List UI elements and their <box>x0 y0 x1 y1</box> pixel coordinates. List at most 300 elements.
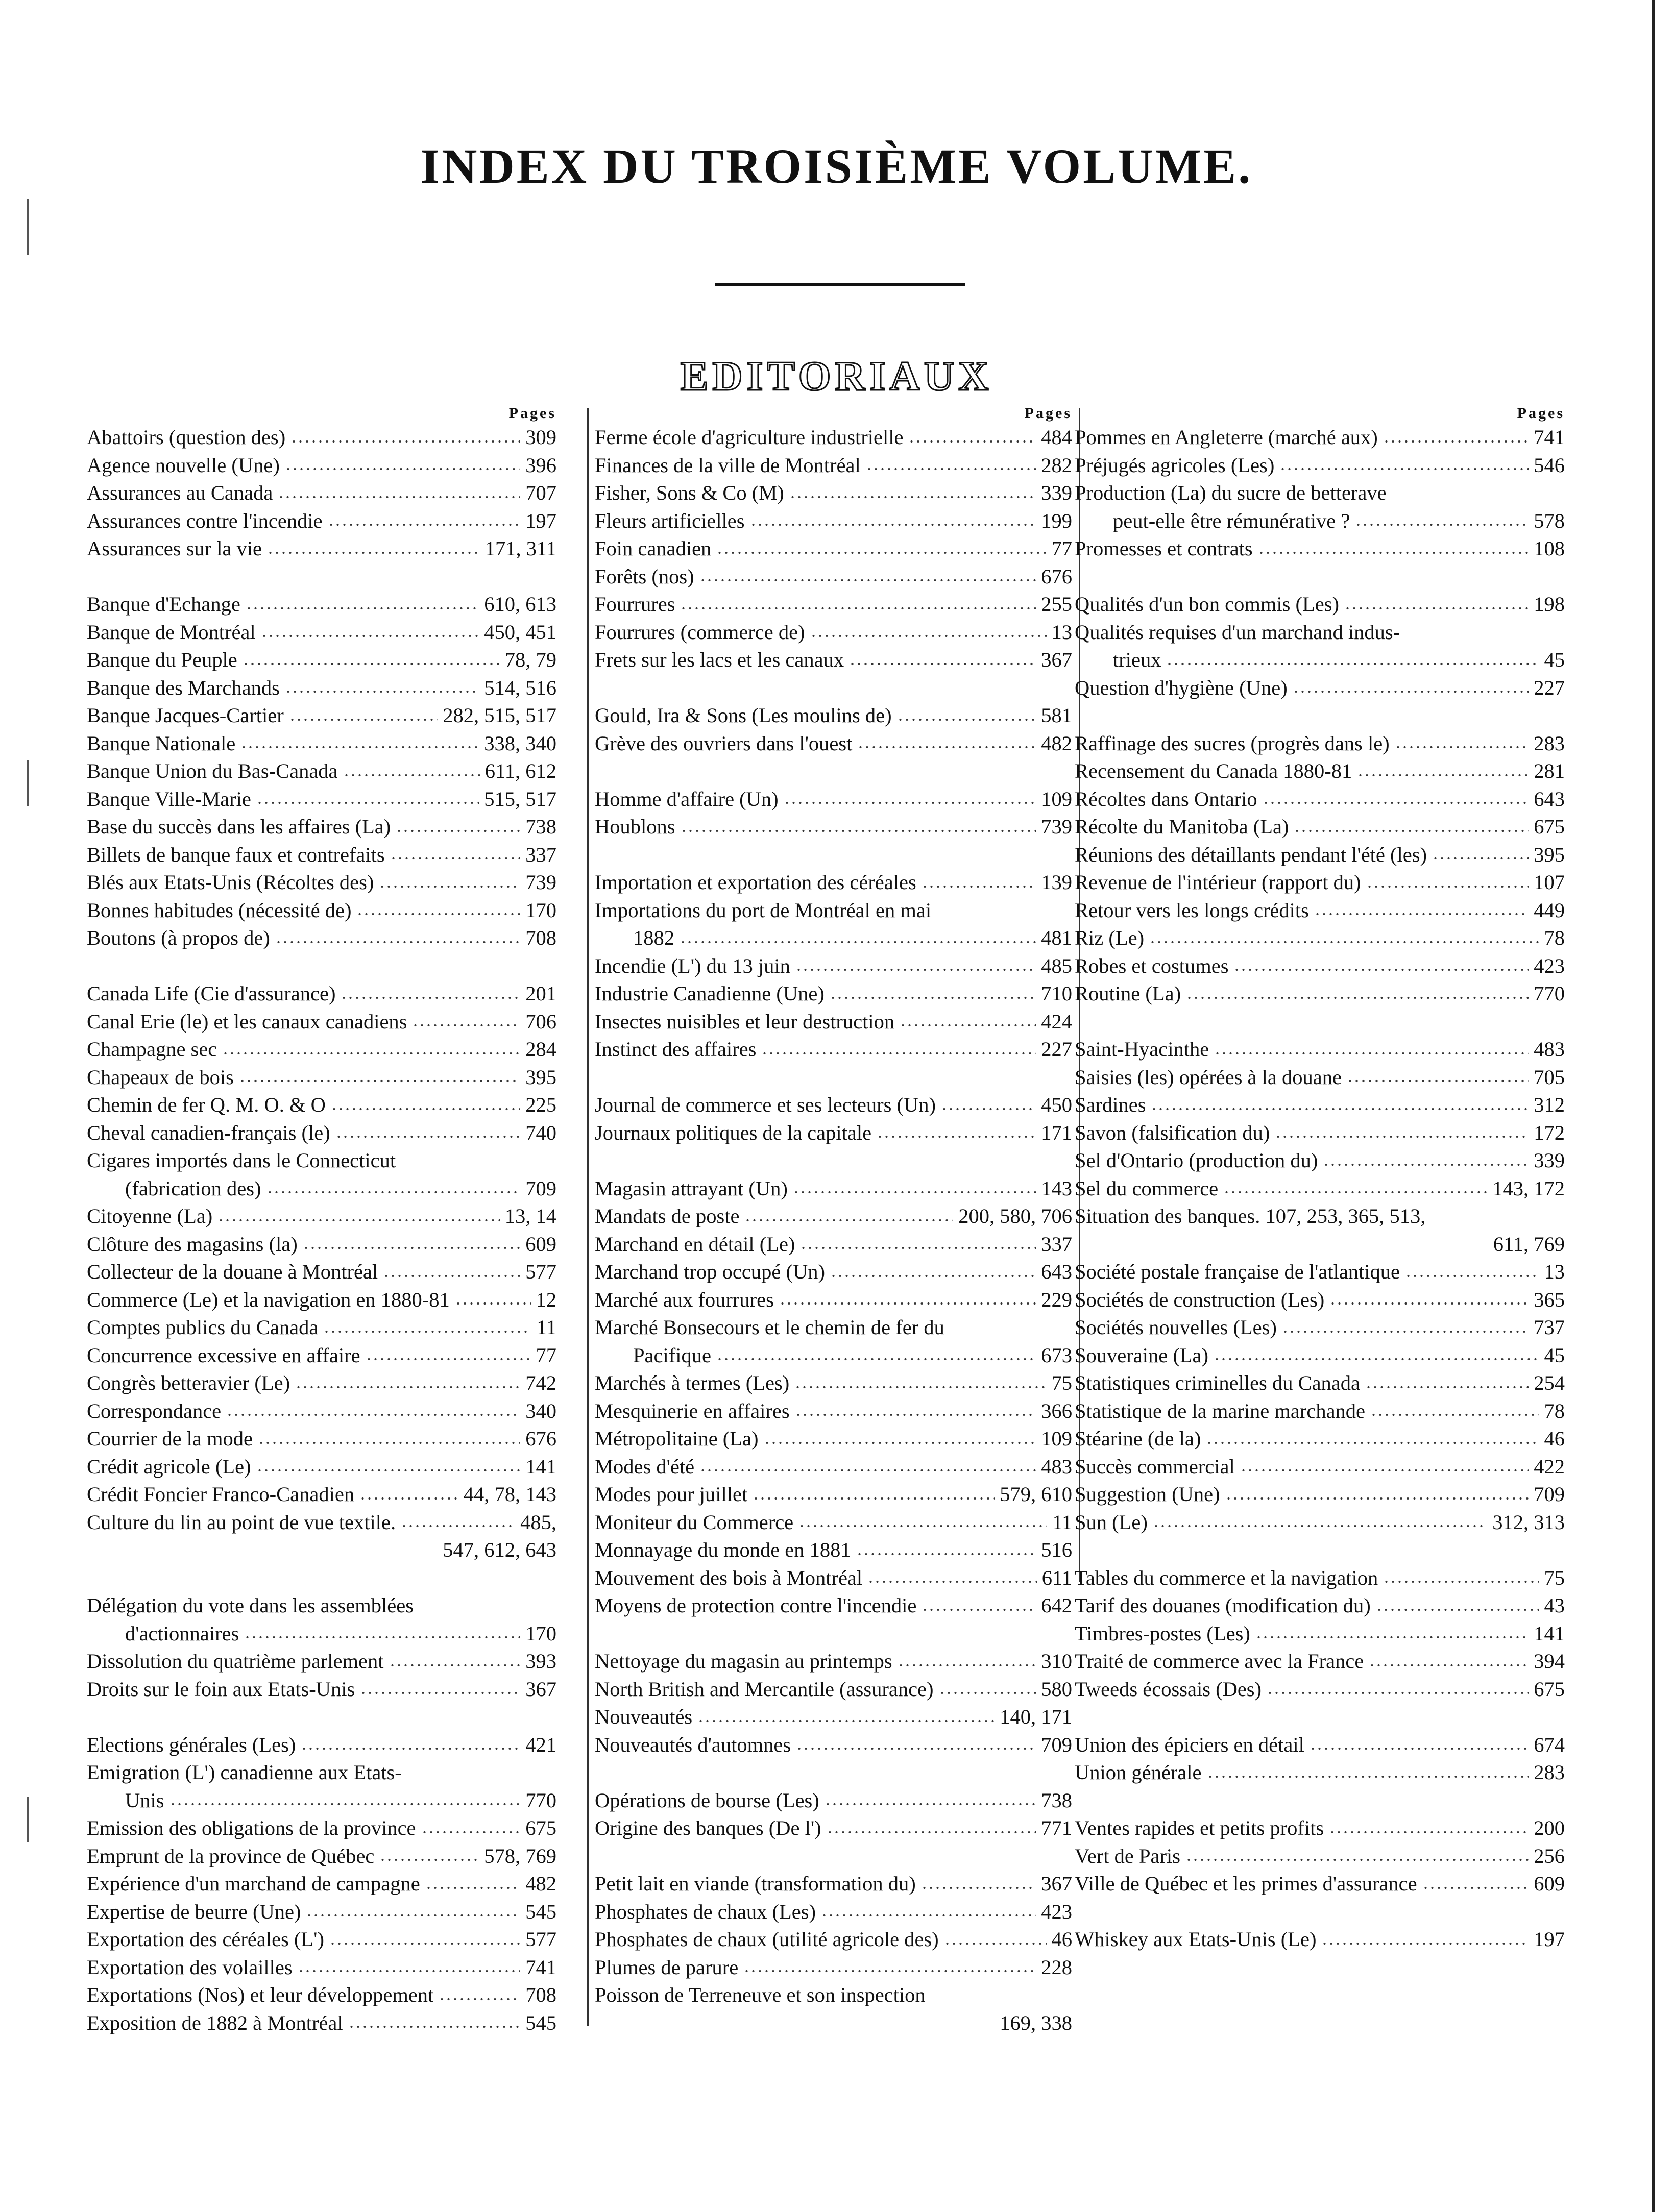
entry-title: Métropolitaine (La) <box>595 1427 759 1450</box>
entry-continuation: d'actionnaires <box>125 1621 239 1645</box>
index-entry <box>595 1870 1072 1898</box>
entry-pages-continued: 169, 338 <box>1000 2011 1072 2034</box>
entry-pages: 709 <box>525 1176 556 1200</box>
leader-dots <box>226 1412 520 1418</box>
entry-title: Homme d'affaire (Un) <box>595 787 779 810</box>
entry-pages: 676 <box>525 1427 556 1450</box>
leader-dots <box>298 1968 521 1974</box>
entry-title: Pommes en Angleterre (marché aux) <box>1075 426 1378 449</box>
entry-pages: 611, 612 <box>484 759 556 782</box>
leader-dots <box>716 1356 1036 1362</box>
pages-header: Pages <box>508 405 556 422</box>
index-entry <box>87 1258 556 1286</box>
leader-dots <box>1329 1829 1529 1835</box>
index-entry <box>595 980 1072 1008</box>
leader-dots <box>1347 1078 1529 1084</box>
entry-title: Sel du commerce <box>1075 1176 1219 1200</box>
title-rule <box>715 283 965 286</box>
entry-title: Banque du Peuple <box>87 648 237 671</box>
leader-dots <box>335 1134 521 1140</box>
entry-title: Phosphates de chaux (Les) <box>595 1900 816 1923</box>
index-entry <box>87 1202 556 1231</box>
index-entry <box>595 1592 1072 1620</box>
index-entry <box>1075 1342 1565 1370</box>
entry-pages: 609 <box>1534 1872 1565 1895</box>
index-entry <box>87 1008 556 1036</box>
entry-pages: 395 <box>1534 843 1565 866</box>
leader-dots <box>455 1300 531 1307</box>
leader-dots <box>898 1662 1036 1668</box>
leader-dots <box>366 1356 531 1362</box>
entry-pages: 482 <box>525 1872 556 1895</box>
index-entry <box>87 424 556 452</box>
index-entry <box>87 1369 556 1397</box>
leader-dots <box>857 744 1036 750</box>
group-spacer <box>595 674 1072 702</box>
leader-dots <box>246 605 479 611</box>
entry-pages: 367 <box>1041 1872 1072 1895</box>
entry-pages: 75 <box>1544 1566 1565 1589</box>
entry-title: Qualités requises d'un marchand indus- <box>1075 620 1400 644</box>
entry-pages: 337 <box>1041 1232 1072 1256</box>
leader-dots <box>1422 1885 1529 1891</box>
entry-pages: 255 <box>1041 593 1072 616</box>
entry-pages: 577 <box>525 1260 556 1283</box>
entry-title: Sun (Le) <box>1075 1510 1148 1534</box>
entry-title: Revenue de l'intérieur (rapport du) <box>1075 871 1361 894</box>
index-entry <box>595 1397 1072 1425</box>
entry-pages: 199 <box>1041 509 1072 532</box>
index-entry-continued <box>1075 507 1565 535</box>
entry-title: Assurances contre l'incendie <box>87 509 323 532</box>
entry-pages: 44, 78, 143 <box>463 1483 556 1506</box>
leader-dots <box>396 828 520 834</box>
entry-title: Elections générales (Les) <box>87 1733 296 1756</box>
index-entry <box>1075 1842 1565 1871</box>
leader-dots <box>897 717 1036 723</box>
entry-pages: 450 <box>1041 1093 1072 1116</box>
leader-dots <box>1405 1273 1539 1279</box>
leader-dots <box>329 1940 520 1947</box>
index-entry <box>87 924 556 952</box>
leader-dots <box>1365 1384 1529 1390</box>
leader-dots <box>1207 1774 1529 1780</box>
index-entry-continued <box>87 1175 556 1203</box>
index-entry <box>595 1175 1072 1203</box>
entry-pages: 171, 311 <box>484 537 556 560</box>
leader-dots <box>764 1440 1036 1446</box>
index-entry <box>1075 1064 1565 1092</box>
leader-dots <box>1344 605 1529 611</box>
entry-title: Forêts (nos) <box>595 564 694 588</box>
entry-pages: 423 <box>1534 954 1565 977</box>
leader-dots <box>266 1189 521 1195</box>
leader-dots <box>1355 522 1529 528</box>
group-spacer <box>595 1759 1072 1787</box>
entry-pages: 365 <box>1534 1288 1565 1311</box>
entry-title: North British and Mercantile (assurance) <box>595 1677 934 1701</box>
index-entry <box>1075 1648 1565 1676</box>
entry-title: Union des épiciers en détail <box>1075 1733 1304 1756</box>
page-edge <box>1652 0 1655 2212</box>
entry-title: Savon (falsification du) <box>1075 1121 1270 1144</box>
entry-pages: 338, 340 <box>484 731 556 755</box>
index-entry <box>595 1286 1072 1314</box>
index-entry <box>87 1397 556 1425</box>
entry-pages: 609 <box>525 1232 556 1256</box>
leader-dots <box>169 1801 521 1807</box>
index-entry <box>595 452 1072 480</box>
index-entry <box>595 1258 1072 1286</box>
entry-title: Banque de Montréal <box>87 620 256 644</box>
entry-pages-continued: 547, 612, 643 <box>443 1538 556 1561</box>
index-entry <box>595 1453 1072 1481</box>
index-entry <box>1075 1676 1565 1704</box>
index-entry <box>87 646 556 674</box>
index-entry <box>87 535 556 563</box>
leader-dots <box>425 1885 521 1891</box>
entry-pages: 396 <box>525 453 556 477</box>
entry-title: Vert de Paris <box>1075 1844 1180 1867</box>
leader-dots <box>401 1523 515 1529</box>
leader-dots <box>1293 689 1529 695</box>
leader-dots <box>793 1189 1036 1195</box>
index-entry <box>595 1369 1072 1397</box>
index-entry <box>87 1759 556 1787</box>
entry-pages: 143 <box>1041 1176 1072 1200</box>
entry-title: Tweeds écossais (Des) <box>1075 1677 1262 1701</box>
entry-title: Délégation du vote dans les assemblées <box>87 1594 414 1617</box>
entry-title: Saint-Hyacinthe <box>1075 1038 1209 1061</box>
leader-dots <box>944 1940 1047 1947</box>
leader-dots <box>348 2024 521 2030</box>
entry-title: Souveraine (La) <box>1075 1343 1209 1367</box>
leader-dots <box>1151 1106 1529 1112</box>
leader-dots <box>1376 1607 1539 1613</box>
index-entry <box>87 1814 556 1842</box>
index-entry <box>87 1064 556 1092</box>
leader-dots <box>866 466 1036 472</box>
entry-title: Comptes publics du Canada <box>87 1316 319 1339</box>
entry-pages: 228 <box>1041 1955 1072 1979</box>
leader-dots <box>922 1607 1036 1613</box>
entry-pages: 312 <box>1534 1093 1565 1116</box>
index-entry <box>595 1954 1072 1982</box>
index-entry <box>87 2009 556 2037</box>
index-entry <box>1075 452 1565 480</box>
entry-title: Billets de banque faux et contrefaits <box>87 843 385 866</box>
entry-pages: 579, 610 <box>1000 1483 1072 1506</box>
entry-continuation: trieux <box>1113 648 1161 671</box>
entry-pages: 516 <box>1041 1538 1072 1561</box>
entry-title: Stéarine (de la) <box>1075 1427 1201 1450</box>
index-entry <box>87 1481 556 1509</box>
index-entry <box>87 1981 556 2009</box>
entry-title: Instinct des affaires <box>595 1038 757 1061</box>
leader-dots <box>825 1801 1036 1807</box>
group-spacer <box>595 1147 1072 1175</box>
entry-pages-continued: 611, 769 <box>1493 1232 1565 1256</box>
entry-pages: 46 <box>1051 1928 1072 1951</box>
entry-title: Droits sur le foin aux Etats-Unis <box>87 1677 355 1701</box>
entry-title: Banque Jacques-Cartier <box>87 704 284 727</box>
index-entry <box>595 1481 1072 1509</box>
index-entry <box>1075 424 1565 452</box>
entry-pages: 705 <box>1534 1065 1565 1089</box>
entry-pages: 367 <box>525 1677 556 1701</box>
leader-dots <box>360 1690 520 1696</box>
entry-pages: 13 <box>1544 1260 1565 1283</box>
entry-pages: 283 <box>1534 1761 1565 1784</box>
entry-pages: 741 <box>1534 426 1565 449</box>
leader-dots <box>699 1467 1036 1473</box>
index-entry <box>595 1509 1072 1537</box>
entry-pages: 256 <box>1534 1844 1565 1867</box>
entry-title: Moyens de protection contre l'incendie <box>595 1594 917 1617</box>
leader-dots <box>1214 1050 1529 1056</box>
entry-title: Sociétés de construction (Les) <box>1075 1288 1325 1311</box>
entry-pages: 282, 515, 517 <box>443 704 556 727</box>
leader-dots <box>856 1551 1036 1557</box>
entry-title: Marchés à termes (Les) <box>595 1371 790 1394</box>
index-entry <box>87 1119 556 1147</box>
entry-title: Journaux politiques de la capitale <box>595 1121 872 1144</box>
entry-pages: 254 <box>1534 1371 1565 1394</box>
entry-title: Statistiques criminelles du Canada <box>1075 1371 1361 1394</box>
index-entry <box>87 1036 556 1064</box>
leader-dots <box>303 1245 520 1251</box>
entry-title: Collecteur de la douane à Montréal <box>87 1260 378 1283</box>
index-entry <box>595 1564 1072 1592</box>
index-entry <box>1075 1314 1565 1342</box>
index-entry <box>1075 1481 1565 1509</box>
entry-title: Monnayage du monde en 1881 <box>595 1538 851 1561</box>
entry-pages: 770 <box>1534 982 1565 1005</box>
leader-dots <box>761 1050 1036 1056</box>
entry-pages: 642 <box>1041 1594 1072 1617</box>
leader-dots <box>1240 1467 1529 1473</box>
entry-pages: 706 <box>525 1010 556 1033</box>
section-title: EDITORIAUX <box>680 353 993 399</box>
index-entry <box>87 591 556 619</box>
entry-title: Emission des obligations de la province <box>87 1816 416 1839</box>
entry-title: Chemin de fer Q. M. O. & O <box>87 1093 326 1116</box>
entry-pages: 738 <box>525 815 556 838</box>
index-entry <box>595 785 1072 814</box>
leader-dots <box>1255 1634 1529 1640</box>
entry-title: Boutons (à propos de) <box>87 926 270 949</box>
index-entry <box>595 1091 1072 1119</box>
index-entry <box>87 1954 556 1982</box>
index-entry <box>1075 1564 1565 1592</box>
leader-dots <box>1314 911 1529 917</box>
leader-dots <box>256 1467 521 1473</box>
index-entry <box>87 1509 556 1537</box>
entry-title: Courrier de la mode <box>87 1427 253 1450</box>
leader-dots <box>789 494 1036 500</box>
leader-dots <box>1206 1440 1539 1446</box>
entry-pages: 109 <box>1041 787 1072 810</box>
index-entry <box>1075 1814 1565 1842</box>
index-entry <box>1075 1397 1565 1425</box>
entry-pages: 77 <box>1051 537 1072 560</box>
entry-pages: 78, 79 <box>504 648 556 671</box>
index-column-1 <box>87 403 556 2037</box>
index-entries <box>1075 424 1565 1954</box>
entry-title: Banque des Marchands <box>87 676 280 699</box>
leader-dots <box>1225 1495 1529 1502</box>
entry-title: Mesquinerie en affaires <box>595 1399 790 1422</box>
index-entry <box>1075 841 1565 869</box>
leader-dots <box>1321 1940 1529 1947</box>
index-entry <box>595 535 1072 563</box>
entry-pages: 424 <box>1041 1010 1072 1033</box>
index-entry <box>87 1231 556 1259</box>
index-entry <box>595 702 1072 730</box>
margin-mark <box>27 199 29 255</box>
entry-title: Base du succès dans les affaires (La) <box>87 815 391 838</box>
entry-pages: 172 <box>1534 1121 1565 1144</box>
group-spacer <box>1075 1787 1565 1815</box>
entry-title: Concurrence excessive en affaire <box>87 1343 360 1367</box>
index-entry <box>1075 1731 1565 1759</box>
index-entry <box>1075 980 1565 1008</box>
leader-dots <box>421 1829 521 1835</box>
entry-pages: 171 <box>1041 1121 1072 1144</box>
entry-pages: 225 <box>525 1093 556 1116</box>
entry-title: Mandats de poste <box>595 1205 740 1227</box>
entry-title: Fleurs artificielles <box>595 509 745 532</box>
entry-title: Suggestion (Une) <box>1075 1483 1220 1506</box>
entry-title: Ventes rapides et petits profits <box>1075 1816 1324 1839</box>
group-spacer <box>87 952 556 980</box>
index-entry <box>87 757 556 785</box>
entry-title: Marché aux fourrures <box>595 1288 774 1311</box>
entry-title: Journal de commerce et ses lecteurs (Un) <box>595 1093 936 1116</box>
index-entry <box>595 563 1072 591</box>
group-spacer <box>1075 563 1565 591</box>
index-entry <box>595 424 1072 452</box>
index-entry <box>1075 619 1565 647</box>
entry-pages: 740 <box>525 1121 556 1144</box>
entry-title: Chapeaux de bois <box>87 1065 234 1089</box>
leader-dots <box>697 1718 995 1724</box>
leader-dots <box>1153 1523 1487 1529</box>
entry-title: Culture du lin au point de vue textile. <box>87 1510 396 1534</box>
entry-title: Union générale <box>1075 1761 1202 1784</box>
index-entry <box>1075 1119 1565 1147</box>
leader-dots <box>261 633 479 639</box>
entry-title: Nettoyage du magasin au printemps <box>595 1650 892 1673</box>
index-entry <box>1075 674 1565 702</box>
entry-pages: 309 <box>525 426 556 449</box>
index-entry <box>1075 1425 1565 1453</box>
group-spacer <box>87 563 556 591</box>
entry-title: Succès commercial <box>1075 1455 1235 1478</box>
index-entry <box>595 869 1072 897</box>
leader-dots <box>810 633 1047 639</box>
entry-title: Banque Union du Bas-Canada <box>87 759 338 782</box>
entry-pages: 578, 769 <box>484 1844 556 1867</box>
entry-pages: 577 <box>525 1928 556 1951</box>
entry-pages: 393 <box>525 1650 556 1673</box>
leader-dots <box>921 1885 1036 1891</box>
entry-title: Crédit agricole (Le) <box>87 1455 251 1478</box>
entry-pages: 13 <box>1051 620 1072 644</box>
entry-pages: 170 <box>525 1621 556 1645</box>
entry-title: Petit lait en viande (transformation du) <box>595 1872 916 1895</box>
entry-pages: 611 <box>1041 1566 1072 1589</box>
pages-header: Pages <box>1517 405 1565 422</box>
leader-dots <box>389 1662 521 1668</box>
entry-pages: 771 <box>1041 1816 1072 1839</box>
index-entry-continued <box>595 1342 1072 1370</box>
entry-title: Foin canadien <box>595 537 712 560</box>
index-entry <box>595 1008 1072 1036</box>
index-entry <box>595 1536 1072 1564</box>
entry-title: Modes pour juillet <box>595 1483 748 1506</box>
entry-title: Ville de Québec et les primes d'assurance <box>1075 1872 1417 1895</box>
entry-title: Incendie (L') du 13 juin <box>595 954 790 977</box>
index-entry <box>595 507 1072 535</box>
index-entry <box>1075 924 1565 952</box>
leader-dots <box>681 828 1036 834</box>
index-entry <box>87 980 556 1008</box>
index-entry <box>595 952 1072 980</box>
entry-title: Blés aux Etats-Unis (Récoltes des) <box>87 871 374 894</box>
entry-pages: 483 <box>1534 1038 1565 1061</box>
entry-title: Moniteur du Commerce <box>595 1510 794 1534</box>
entry-title: Récolte du Manitoba (La) <box>1075 815 1289 838</box>
entry-title: Insectes nuisibles et leur destruction <box>595 1010 895 1033</box>
entry-pages: 139 <box>1041 871 1072 894</box>
index-entry <box>595 1814 1072 1842</box>
index-entries <box>87 424 556 2037</box>
index-entry <box>1075 1759 1565 1787</box>
leader-dots <box>331 1106 520 1112</box>
entry-pages: 78 <box>1544 1399 1565 1422</box>
entry-pages: 578 <box>1534 509 1565 532</box>
entry-title: Frets sur les lacs et les canaux <box>595 648 844 671</box>
entry-pages: 141 <box>525 1455 556 1478</box>
entry-pages: 13, 14 <box>504 1205 556 1227</box>
entry-title: Commerce (Le) et la navigation en 1880-81 <box>87 1288 450 1311</box>
leader-dots <box>285 689 479 695</box>
entry-title: Sel d'Ontario (production du) <box>1075 1149 1318 1172</box>
leader-dots <box>290 438 520 445</box>
entry-title: Fourrures <box>595 593 675 616</box>
index-entry <box>1075 1202 1565 1231</box>
entry-title: Sardines <box>1075 1093 1146 1116</box>
entry-pages: 283 <box>1534 731 1565 755</box>
entry-pages: 514, 516 <box>484 676 556 699</box>
leader-dots <box>795 1412 1036 1418</box>
entry-title: Réunions des détaillants pendant l'été (les) <box>1075 843 1427 866</box>
entry-pages: 12 <box>536 1288 556 1311</box>
leader-dots <box>1166 661 1539 667</box>
index-entry <box>595 1703 1072 1731</box>
leader-dots <box>750 522 1036 528</box>
index-entry <box>1075 535 1565 563</box>
entry-title: Houblons <box>595 815 675 838</box>
entry-title: Tarif des douanes (modification du) <box>1075 1594 1371 1617</box>
entry-pages: 742 <box>525 1371 556 1394</box>
entry-pages: 423 <box>1041 1900 1072 1923</box>
entry-title: Exportations (Nos) et leur développement <box>87 1983 434 2006</box>
entry-pages: 709 <box>1041 1733 1072 1756</box>
index-entry <box>1075 1369 1565 1397</box>
index-entry <box>595 1314 1072 1342</box>
